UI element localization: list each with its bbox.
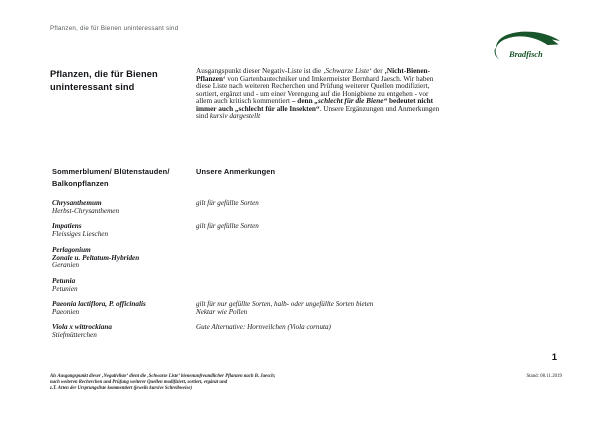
bradfisch-logo xyxy=(490,28,568,68)
footer-note-line3: z.T. Arten der Ursprungsliste kommentiert (jeweils kursive Schreibweise) xyxy=(50,386,193,392)
plant-name-cell xyxy=(52,223,196,239)
plant-note-line: Nektar wie Pollen xyxy=(196,308,248,317)
plant-note-line: gilt für gefüllte Sorten xyxy=(196,222,259,231)
plant-scientific-name: Viola x wittrockiana xyxy=(52,323,112,332)
intro-kursiv-dargestellt: kursiv dargestellt xyxy=(209,112,261,121)
logo-wordmark: Bradfisch xyxy=(509,49,543,59)
column-header-plants xyxy=(52,166,202,189)
plant-note-cell xyxy=(196,301,552,317)
plant-scientific-name: Perlagonium xyxy=(52,245,91,254)
table-row xyxy=(52,324,552,340)
page-title xyxy=(50,68,185,94)
footer-note-line1: Als Ausgangspunkt dieser ‚Negativliste‘ dient die ‚Schwarze Liste‘ bienenunfreundlicher Pflanzen nach B. Jaesch; xyxy=(50,374,276,379)
column-header-plants-line1: Sommerblumen/ Blütenstauden/ xyxy=(52,167,170,176)
footer-note xyxy=(50,374,410,393)
intro-schwarze-liste: ‚Schwarze Liste‘ xyxy=(323,67,372,75)
running-header: Pflanzen, die für Bienen uninteressant sind xyxy=(50,25,179,32)
plant-common-name: Fleissiges Lieschen xyxy=(52,230,109,239)
plant-note-cell xyxy=(196,223,552,231)
plant-name-cell xyxy=(52,324,196,340)
plant-note-line: gilt für nur gefüllte Sorten, halb- oder ungefüllte Sorten bieten xyxy=(196,300,374,309)
page-number: 1 xyxy=(551,352,557,363)
plant-common-name: Stiefmütterchen xyxy=(52,331,97,340)
footer-note-line2: nach weiteren Recherchen und Prüfung weiterer Quellen modifiziert, sortiert, ergänzt und xyxy=(50,380,228,386)
intro-part-6: . Unsere Ergänzungen und Anmerkungen sind xyxy=(196,104,440,121)
plant-note-line: Gute Alternative: Hornveilchen (Viola cornuta) xyxy=(196,323,331,332)
table-row xyxy=(52,247,552,271)
plant-common-name: Paeonien xyxy=(52,308,80,317)
intro-nicht-bienen-pflanzen: ‚Nicht-Bienen-Pflanzen‘ xyxy=(196,67,430,83)
intro-part-4: – denn xyxy=(291,97,315,106)
page-title-line2: uninteressant sind xyxy=(50,82,135,92)
plant-table xyxy=(52,200,552,348)
plant-note-cell xyxy=(196,200,552,208)
intro-quote-schlecht-biene: „schlecht für die Biene“ xyxy=(314,97,388,106)
intro-paragraph xyxy=(196,68,444,121)
page-title-line1: Pflanzen, die für Bienen xyxy=(50,69,158,79)
plant-common-name: Herbst-Chrysanthemen xyxy=(52,206,120,215)
footer-date-stamp: Stand: 08.11.2019 xyxy=(526,374,562,379)
column-header-notes: Unsere Anmerkungen xyxy=(196,167,276,176)
plant-scientific-subname: Zonale u. Peltatum-Hybriden xyxy=(52,253,140,262)
plant-note-line: gilt für gefüllte Sorten xyxy=(196,199,259,207)
plant-common-name: Geranien xyxy=(52,261,80,270)
plant-name-cell xyxy=(52,278,196,294)
plant-scientific-name: Petunia xyxy=(52,276,76,285)
intro-part-2: der xyxy=(371,67,385,75)
intro-part-3: von Gartenbautechniker und Imkermeister Bernhard Jaesch. Wir haben diese Liste nach weiteren Recherchen und Prüfung weiterer Quellen modifiziert, sortiert, ergänzt und - um einer Verengung auf die Honigbiene zu entgehen - vor allem auch kritisch kommentiert xyxy=(196,74,434,106)
leaf-swoosh-icon xyxy=(490,28,568,68)
table-row xyxy=(52,200,552,216)
plant-name-cell xyxy=(52,247,196,271)
table-row xyxy=(52,223,552,239)
intro-part-5: bedeutet nicht immer auch „schlecht für alle Insekten“ xyxy=(196,97,434,113)
plant-scientific-name: Chrysanthemum xyxy=(52,199,102,207)
intro-part-1: Ausgangspunkt dieser Negativ-Liste ist die xyxy=(196,67,324,75)
plant-scientific-name: Paeonia lactiflora, P. officinalis xyxy=(52,300,146,309)
plant-name-cell xyxy=(52,200,196,216)
table-row xyxy=(52,301,552,317)
column-header-plants-line2: Balkonpflanzen xyxy=(52,178,109,188)
plant-scientific-name: Impatiens xyxy=(52,222,82,231)
table-row xyxy=(52,278,552,294)
plant-note-cell xyxy=(196,324,552,332)
plant-name-cell xyxy=(52,301,196,317)
plant-common-name: Petunien xyxy=(52,284,78,293)
